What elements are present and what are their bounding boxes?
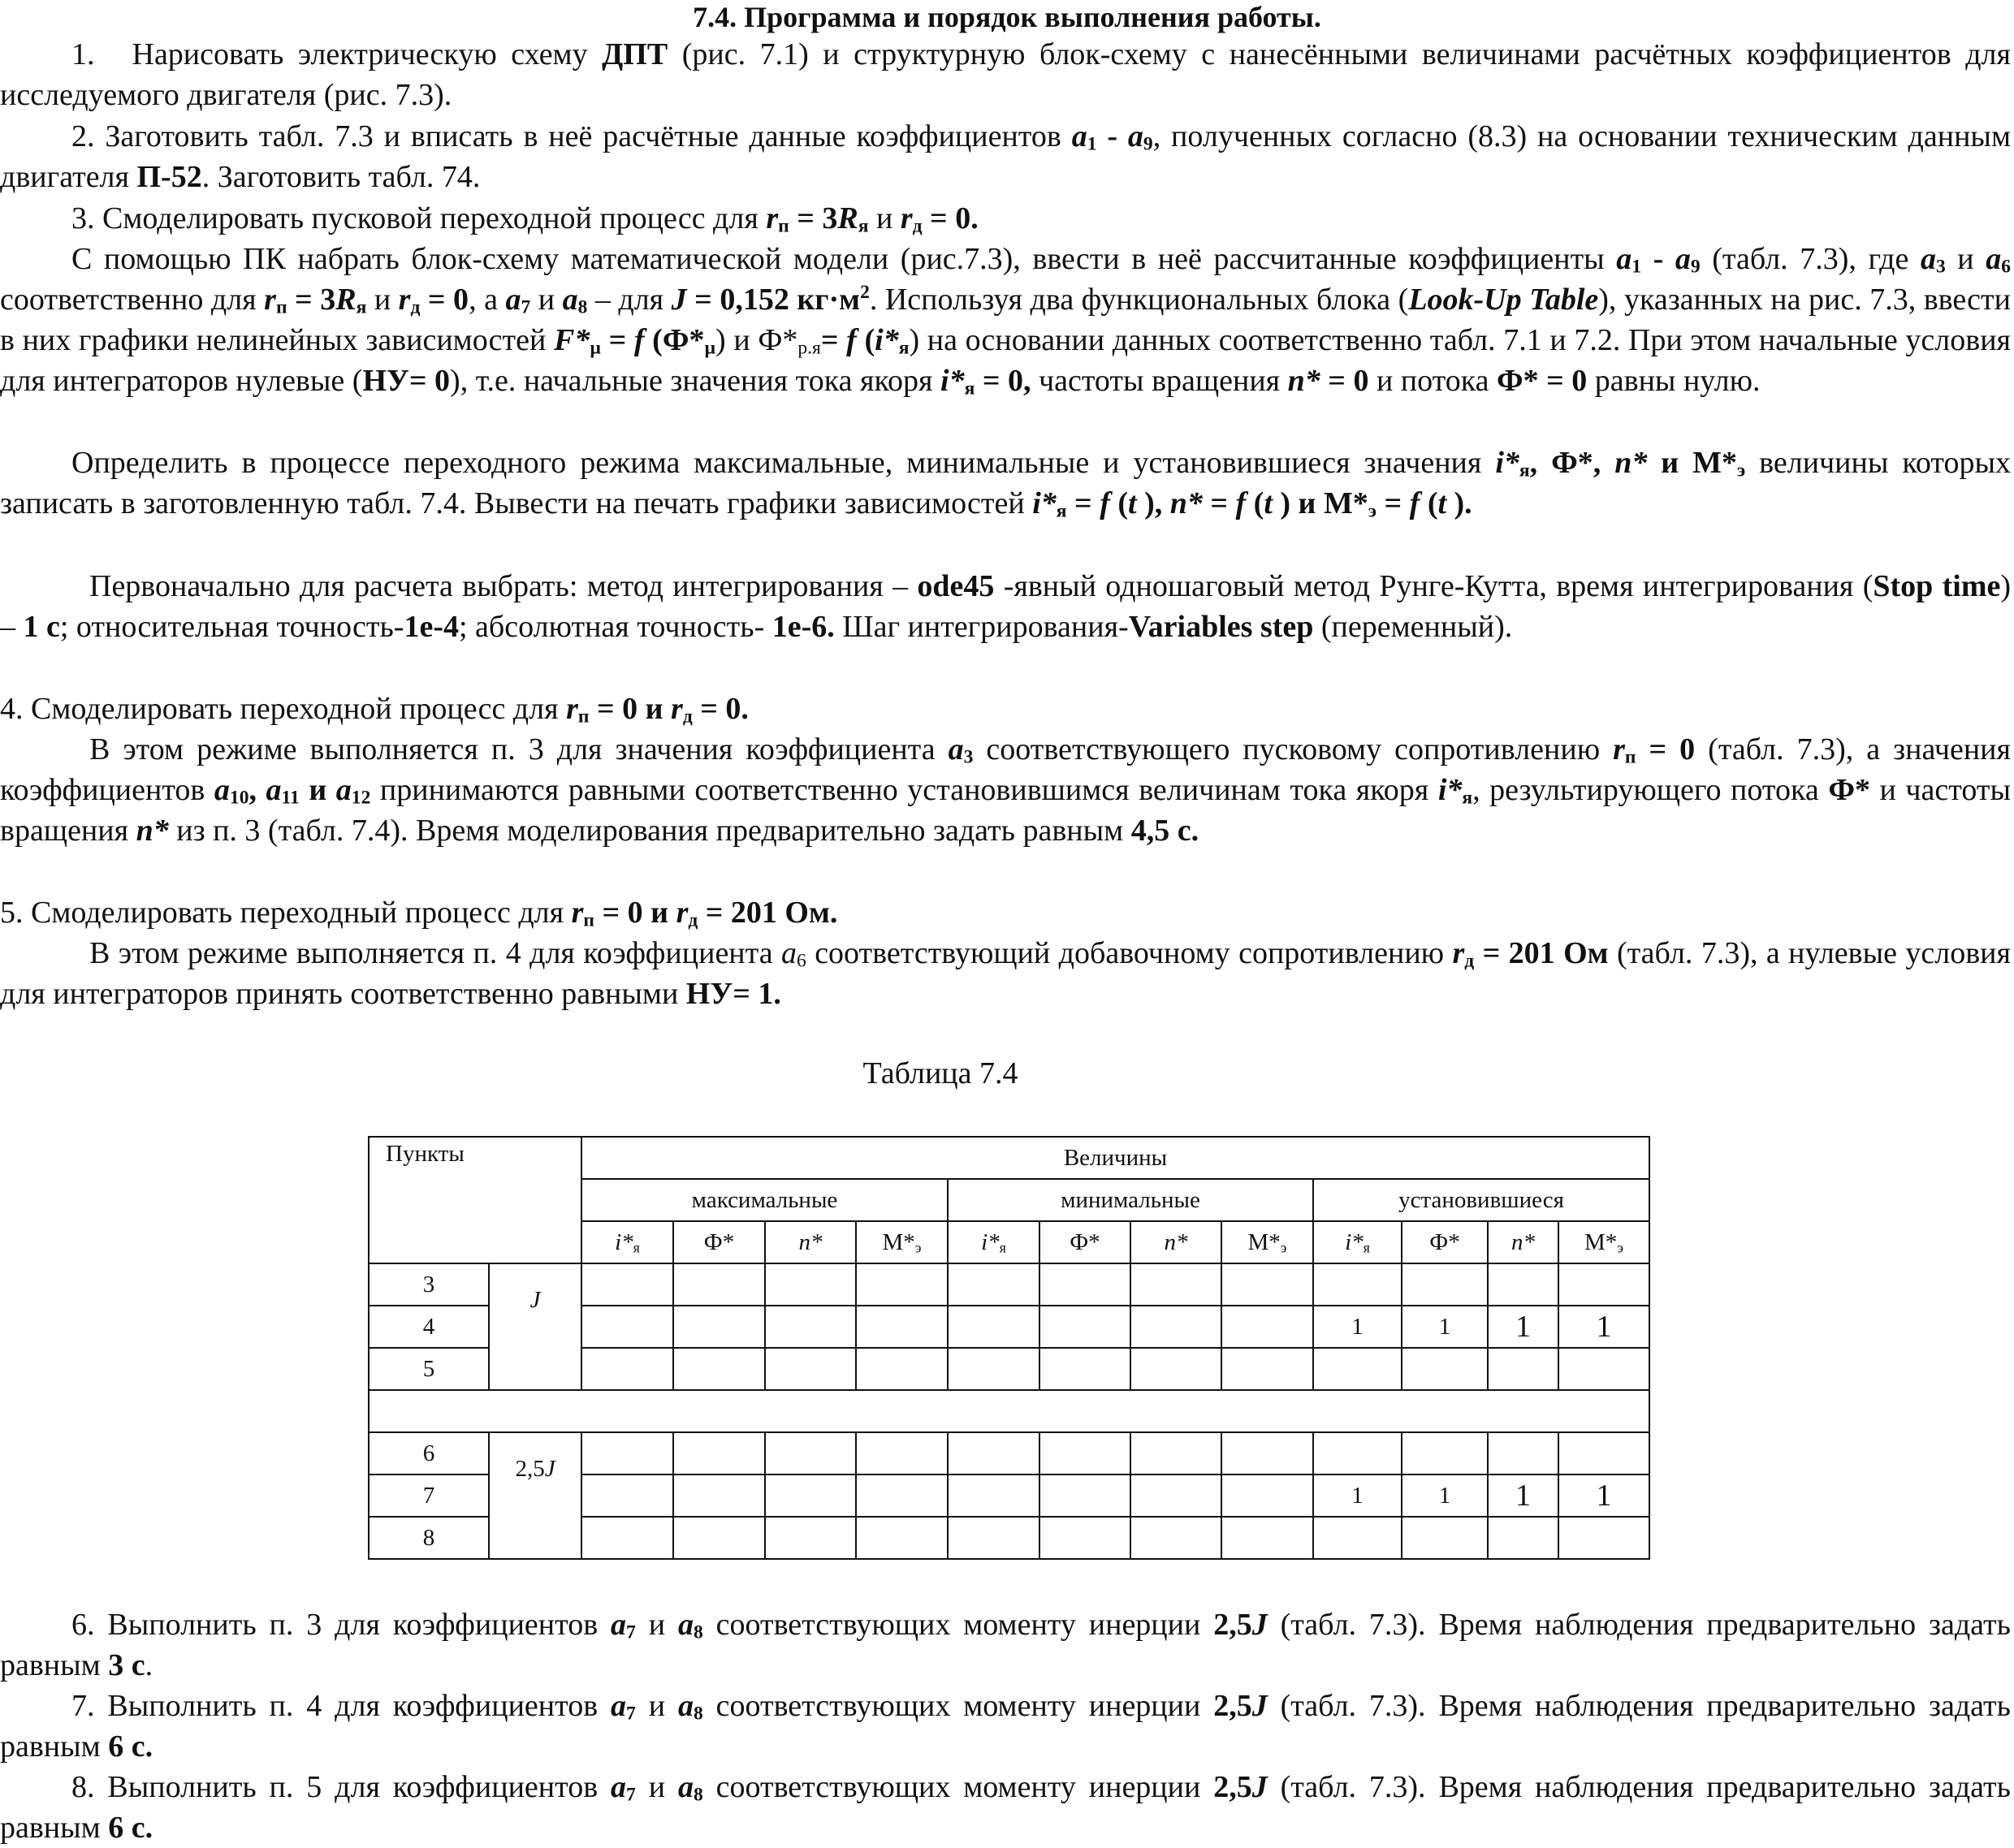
table-cell bbox=[1402, 1432, 1488, 1475]
table-cell bbox=[948, 1306, 1039, 1348]
table-cell bbox=[1313, 1263, 1402, 1306]
table-cell bbox=[673, 1517, 765, 1559]
cell-one: 1 bbox=[1402, 1306, 1488, 1348]
table-cell bbox=[856, 1517, 948, 1559]
col-m: $М*_э$ bbox=[856, 1221, 948, 1263]
table-row bbox=[369, 1263, 1649, 1306]
table-cell bbox=[369, 1390, 1649, 1432]
table-cell bbox=[948, 1263, 1039, 1306]
table-cell bbox=[948, 1432, 1039, 1475]
cell-one: 1 bbox=[1488, 1475, 1558, 1517]
col-i: $i*_я$ bbox=[581, 1221, 673, 1263]
table-cell bbox=[1130, 1432, 1221, 1475]
table-cell bbox=[1039, 1517, 1130, 1559]
col-f: Ф* bbox=[1039, 1221, 1130, 1263]
cell-one: 1 bbox=[1313, 1306, 1402, 1348]
table-cell bbox=[581, 1432, 673, 1475]
table-cell bbox=[581, 1263, 673, 1306]
table-cell bbox=[673, 1306, 765, 1348]
table-cell bbox=[673, 1263, 765, 1306]
table-cell bbox=[1130, 1263, 1221, 1306]
table-cell bbox=[1221, 1432, 1313, 1475]
item-8: 8. Выполнить п. 5 для коэффициентов $a_7$ и $a_8$ соответствующих моменту инерции 2,5J (табл. 7.3). Время наблюдения предварительно задать равным 6 с. bbox=[0, 1770, 2011, 1845]
section-title: 7.4. Программа и порядок выполнения работы. bbox=[693, 1, 1321, 33]
table-cell bbox=[1488, 1432, 1558, 1475]
table-cell bbox=[1313, 1517, 1402, 1559]
table-cell bbox=[1221, 1475, 1313, 1517]
col-f: Ф* bbox=[673, 1221, 765, 1263]
results-table bbox=[368, 1136, 1650, 1560]
table-cell bbox=[948, 1517, 1039, 1559]
header-quantities: Величины bbox=[581, 1137, 1649, 1179]
table-cell bbox=[765, 1475, 856, 1517]
table-row bbox=[369, 1432, 1649, 1475]
table-cell bbox=[1558, 1517, 1649, 1559]
item-3-determine: Определить в процессе переходного режима максимальные, минимальные и установившиеся значения $i*_я$, Ф*, n* и $М*_э$ величины которых записать в заготовленную табл. 7.4. Вывести на печать графики зависимостей $i*_я = f$ (t ), n* = f (t ) и $М*_э = f$ (t ). bbox=[0, 446, 2012, 522]
table-cell bbox=[1313, 1348, 1402, 1390]
table-cell bbox=[581, 1348, 673, 1390]
table-cell bbox=[856, 1432, 948, 1475]
item-4-details: В этом режиме выполняется п. 3 для значения коэффициента $a_3$ соответствующего пусковому сопротивлению $r_п = 0$ (табл. 7.3), а значения коэффициентов $a_{10}$, $a_{11}$ и $a_{12}$ принимаются равными соответственно установившимся величинам тока якоря $i*_я$, результирующего потока Ф* и частоты вращения n* из п. 3 (табл. 7.4). Время моделирования предварительно задать равным 4,5 с. bbox=[0, 732, 2011, 848]
table-cell bbox=[1130, 1475, 1221, 1517]
cell-one: 1 bbox=[1558, 1306, 1649, 1348]
col-f: Ф* bbox=[1402, 1221, 1488, 1263]
table-cell bbox=[1558, 1348, 1649, 1390]
header-min: минимальные bbox=[948, 1179, 1313, 1221]
table-cell bbox=[1402, 1263, 1488, 1306]
col-n: n* bbox=[1130, 1221, 1221, 1263]
table-cell bbox=[1130, 1348, 1221, 1390]
item-5-details: В этом режиме выполняется п. 4 для коэффициента $a_6$ соответствующий добавочному сопротивлению $r_д = 201$ Ом (табл. 7.3), а нулевые условия для интеграторов принять соответственно равными НУ= 1. bbox=[0, 936, 2011, 1011]
table-cell bbox=[765, 1348, 856, 1390]
table-cell bbox=[856, 1475, 948, 1517]
table-cell bbox=[1488, 1517, 1558, 1559]
row-number: 4 bbox=[369, 1306, 489, 1348]
table-cell bbox=[1221, 1263, 1313, 1306]
table-cell bbox=[1558, 1263, 1649, 1306]
table-cell bbox=[856, 1348, 948, 1390]
cell-one: 1 bbox=[1313, 1475, 1402, 1517]
table-separator-row bbox=[369, 1390, 1649, 1432]
item-1: 1. Нарисовать электрическую схему ДПТ (рис. 7.1) и структурную блок-схему с нанесёнными величинами расчётных коэффициентов для исследуемого двигателя (рис. 7.3). bbox=[0, 37, 2011, 112]
item-2: 2. Заготовить табл. 7.3 и вписать в неё расчётные данные коэффициентов $a_1 - a_9$, полученных согласно (8.3) на основании техническим данным двигателя П-52. Заготовить табл. 74. bbox=[0, 119, 2011, 194]
col-n: n* bbox=[1488, 1221, 1558, 1263]
cell-one: 1 bbox=[1488, 1306, 1558, 1348]
item-3: 3. Смоделировать пусковой переходной процесс для $r_п = 3R_я$ и $r_д = 0$. bbox=[71, 201, 979, 237]
table-cell bbox=[856, 1306, 948, 1348]
table-cell bbox=[1221, 1348, 1313, 1390]
header-max: максимальные bbox=[581, 1179, 948, 1221]
table-cell bbox=[1488, 1263, 1558, 1306]
header-steady: установившиеся bbox=[1313, 1179, 1649, 1221]
table-cell bbox=[1130, 1517, 1221, 1559]
cell-one: 1 bbox=[1402, 1475, 1488, 1517]
table-cell bbox=[673, 1475, 765, 1517]
table-cell bbox=[1221, 1306, 1313, 1348]
row-number: 5 bbox=[369, 1348, 489, 1390]
col-m: $М*_э$ bbox=[1558, 1221, 1649, 1263]
table-cell bbox=[948, 1475, 1039, 1517]
row-number: 3 bbox=[369, 1263, 489, 1306]
table-cell bbox=[1039, 1475, 1130, 1517]
col-m: $М*_э$ bbox=[1221, 1221, 1313, 1263]
item-6: 6. Выполнить п. 3 для коэффициентов $a_7$ и $a_8$ соответствующих моменту инерции 2,5J (табл. 7.3). Время наблюдения предварительно задать равным 3 с. bbox=[0, 1608, 2011, 1682]
table-cell bbox=[1402, 1348, 1488, 1390]
table-cell bbox=[1402, 1517, 1488, 1559]
item-4: 4. Смоделировать переходной процесс для $r_п = 0$ и $r_д = 0$. bbox=[0, 692, 749, 728]
table-cell bbox=[581, 1517, 673, 1559]
table-cell bbox=[1558, 1432, 1649, 1475]
table-caption: Таблица 7.4 bbox=[862, 1056, 1018, 1090]
item-5: 5. Смоделировать переходный процесс для $r_п = 0$ и $r_д = 201$ Ом. bbox=[0, 896, 838, 931]
table-cell bbox=[1039, 1263, 1130, 1306]
row-number: 6 bbox=[369, 1432, 489, 1475]
group-J: J bbox=[489, 1263, 581, 1390]
table-cell bbox=[1039, 1306, 1130, 1348]
row-number: 8 bbox=[369, 1517, 489, 1559]
table-cell bbox=[948, 1348, 1039, 1390]
table-cell bbox=[581, 1475, 673, 1517]
group-2-5J: 2,5J bbox=[489, 1432, 581, 1559]
table-cell bbox=[1130, 1306, 1221, 1348]
col-i: $i*_я$ bbox=[948, 1221, 1039, 1263]
table-cell bbox=[765, 1517, 856, 1559]
table-cell bbox=[765, 1306, 856, 1348]
table-cell bbox=[1488, 1348, 1558, 1390]
table-cell bbox=[673, 1348, 765, 1390]
table-cell bbox=[1039, 1432, 1130, 1475]
item-7: 7. Выполнить п. 4 для коэффициентов $a_7$ и $a_8$ соответствующих моменту инерции 2,5J (табл. 7.3). Время наблюдения предварительно задать равным 6 с. bbox=[0, 1689, 2011, 1764]
col-n: n* bbox=[765, 1221, 856, 1263]
table-cell bbox=[1313, 1432, 1402, 1475]
table-cell bbox=[1221, 1517, 1313, 1559]
table-cell bbox=[1039, 1348, 1130, 1390]
table-cell bbox=[765, 1263, 856, 1306]
table-cell bbox=[856, 1263, 948, 1306]
row-number: 7 bbox=[369, 1475, 489, 1517]
table-cell bbox=[581, 1306, 673, 1348]
item-3-model: С помощью ПК набрать блок-схему математической модели (рис.7.3), ввести в неё рассчитанные коэффициенты $a_1 - a_9$ (табл. 7.3), где $a_3$ и $a_6$ соответственно для $r_п = 3R_я$ и $r_д = 0$, а $a_7$ и $a_8$ – для J = 0,152 $кг\cdot м^2$. Используя два функциональных блока (Look-Up Table), указанных на рис. 7.3, ввести в них графики нелинейных зависимостей $F*_\mu = f$ $(Ф*_\mu)$ и $Ф*_{р.я}= f$ $(i*_я)$ на основании данных соответственно табл. 7.1 и 7.2. При этом начальные условия для интеграторов нулевые (НУ= 0), т.е. начальные значения тока якоря $i*_я = 0$, частоты вращения n* = 0 и потока Ф* = 0 равны нулю. bbox=[0, 242, 2012, 399]
cell-one: 1 bbox=[1558, 1475, 1649, 1517]
table-cell bbox=[673, 1432, 765, 1475]
item-3-settings: Первоначально для расчета выбрать: метод интегрирования – ode45 -явный одношаговый метод Рунге-Кутта, время интегрирования (Stop time) – 1 с; относительная точность-1е-4; абсолютная точность- 1е-6. Шаг интегрирования-Variables step (переменный). bbox=[0, 569, 2011, 644]
table-cell bbox=[765, 1432, 856, 1475]
col-i: $i*_я$ bbox=[1313, 1221, 1402, 1263]
header-points: Пункты bbox=[369, 1137, 581, 1263]
